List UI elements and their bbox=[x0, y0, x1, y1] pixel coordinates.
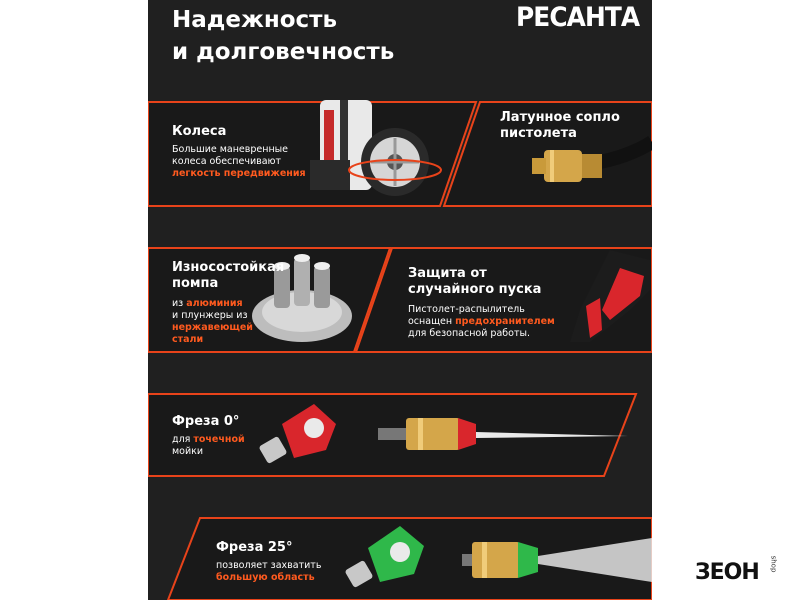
freza25-highlight: большую область bbox=[216, 572, 315, 583]
freza0-pre: для bbox=[172, 434, 194, 445]
freza0-highlight: точечной bbox=[193, 434, 245, 445]
panel-safety bbox=[354, 246, 652, 354]
red-nozzle-tip-image bbox=[256, 398, 340, 474]
green-nozzle-tip-image bbox=[342, 520, 432, 596]
title-line-2: и долговечность bbox=[172, 39, 395, 65]
pump-highlight-2b: стали bbox=[172, 334, 204, 345]
pump-line-1 bbox=[172, 298, 284, 310]
pump-title-line-2: помпа bbox=[172, 276, 219, 291]
panel-freza-25 bbox=[166, 516, 652, 600]
safety-highlight: предохранителем bbox=[455, 316, 555, 327]
zeon-shop-logo bbox=[695, 555, 782, 585]
pump-highlight-2a: нержавеющей bbox=[172, 322, 253, 333]
spray-gun-trigger-image bbox=[550, 250, 652, 350]
safety-line-2 bbox=[408, 316, 555, 328]
safety-line-3: для безопасной работы. bbox=[408, 328, 530, 339]
freza0-line-1 bbox=[172, 434, 245, 446]
wheels-line-2: колеса обеспечивают bbox=[172, 156, 282, 167]
zeon-logo-subtext: shop bbox=[769, 555, 778, 573]
nozzle-title-line-1: Латунное сопло bbox=[500, 110, 620, 125]
red-nozzle-spray-image bbox=[378, 410, 628, 460]
zeon-logo-text: ЗЕОН bbox=[695, 560, 759, 585]
freza25-line-1: позволяет захватить bbox=[216, 560, 322, 571]
title-line-1: Надежность bbox=[172, 7, 338, 33]
safety-line-1: Пистолет-распылитель bbox=[408, 304, 525, 315]
wheels-title: Колеса bbox=[172, 124, 227, 139]
brass-nozzle-image bbox=[530, 134, 652, 204]
freza0-title: Фреза 0° bbox=[172, 414, 240, 429]
pump-line-2: и плунжеры из bbox=[172, 310, 248, 321]
brand-logo: РЕСАНТА bbox=[516, 2, 640, 33]
panel-freza-0 bbox=[148, 392, 638, 478]
promo-poster bbox=[148, 0, 652, 600]
pump-highlight-1: алюминия bbox=[186, 298, 243, 309]
pump-title-line-1: Износостойкая bbox=[172, 260, 285, 275]
panel-nozzle bbox=[440, 100, 652, 208]
page-title bbox=[172, 4, 394, 68]
wheels-line-1: Большие маневренные bbox=[172, 144, 289, 155]
freza0-line-2: мойки bbox=[172, 446, 204, 457]
wheels-highlight: легкость передвижения bbox=[172, 168, 306, 179]
safety-title-line-2: случайного пуска bbox=[408, 282, 542, 297]
panel-wheels bbox=[148, 100, 478, 208]
safety-line-2-text: оснащен bbox=[408, 316, 456, 327]
pump-text-1: из bbox=[172, 298, 187, 309]
green-nozzle-spray-image bbox=[462, 530, 652, 590]
safety-title-line-1: Защита от bbox=[408, 266, 487, 281]
pressure-washer-wheel-image bbox=[300, 100, 450, 206]
freza25-title: Фреза 25° bbox=[216, 540, 293, 555]
nozzle-title-line-2: пистолета bbox=[500, 126, 577, 141]
